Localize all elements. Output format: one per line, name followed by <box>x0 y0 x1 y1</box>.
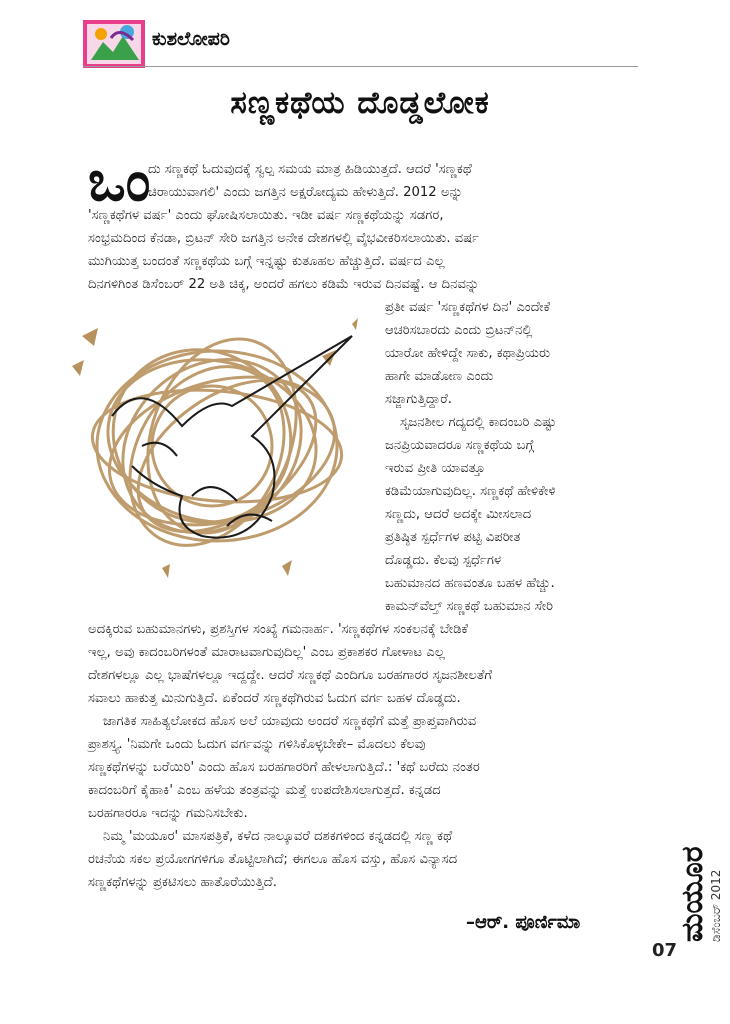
body-line: ದೇಶಗಳಲ್ಲೂ ಎಲ್ಲ ಭಾಷೆಗಳಲ್ಲೂ ಇದ್ದದ್ದೇ. ಆದರೆ ಸಣ್ಣಕಥೆ ಎಂದಿಗೂ ಬರಹಗಾರರ ಸೃಜನಶೀಲತೆಗೆ <box>88 668 493 683</box>
body-line: ಸಂಭ್ರಮದಿಂದ ಕೆನಡಾ, ಬ್ರಿಟನ್ ಸೇರಿ ಜಗತ್ತಿನ ಅನೇಕ ದೇಶಗಳಲ್ಲಿ ವೈಭವೀಕರಿಸಲಾಯಿತು. ವರ್ಷ <box>88 231 480 246</box>
body-line: ಸಜ್ಜಾಗುತ್ತಿದ್ದಾರೆ. <box>385 392 452 407</box>
body-line: ಪ್ರತೀ ವರ್ಷ 'ಸಣ್ಣಕಥೆಗಳ ದಿನ' ಎಂದೇಕೆ <box>385 300 551 315</box>
body-line: ಪ್ರತಿಷ್ಠಿತ ಸ್ಪರ್ಧೆಗಳ ಪಟ್ಟಿ ವಿಪರೀತ <box>385 530 521 545</box>
body-line: ಬಹುಮಾನದ ಹಣವಂತೂ ಬಹಳ ಹೆಚ್ಚು. <box>385 576 555 591</box>
body-line: ಸಣ್ಣದು, ಆದರೆ ಅದಕ್ಕೇ ಮೀಸಲಾದ <box>385 507 532 522</box>
body-line: ಕಾದಂಬರಿಗೆ ಕೈಹಾಕಿ' ಎಂಬ ಹಳೆಯ ತಂತ್ರವನ್ನು ಮತ್ತೆ ಉಪದೇಶಿಸಲಾಗುತ್ತದೆ. ಕನ್ನಡದ <box>88 783 441 798</box>
body-line: ನಿಮ್ಮ 'ಮಯೂರ' ಮಾಸಪತ್ರಿಕೆ, ಕಳೆದ ನಾಲ್ಕೂವರೆ ದಶಕಗಳಿಂದ ಕನ್ನಡದಲ್ಲಿ ಸಣ್ಣ ಕಥೆ <box>103 829 453 844</box>
body-line: ಸಣ್ಣಕಥೆಗಳನ್ನು ಬರೆಯಿರಿ' ಎಂದು ಹೊಸ ಬರಹಗಾರರಿಗೆ ಹೇಳಲಾಗುತ್ತಿದೆ.: 'ಕಥೆ ಬರೆದು ನಂತರ <box>88 760 480 775</box>
body-line: ಜಾಗತಿಕ ಸಾಹಿತ್ಯಲೋಕದ ಹೊಸ ಅಲೆ ಯಾವುದು ಅಂದರೆ ಸಣ್ಣಕಥೆಗೆ ಮತ್ತೆ ಪ್ರಾಪ್ತವಾಗಿರುವ <box>103 714 477 729</box>
body-line: ಯಾರೋ ಹೇಳಿದ್ದೇ ಸಾಕು, ಕಥಾಪ್ರಿಯರು <box>385 346 551 361</box>
body-line: ದು ಸಣ್ಣಕಥೆ ಓದುವುದಕ್ಕೆ ಸ್ವಲ್ಪ ಸಮಯ ಮಾತ್ರ ಹಿಡಿಯುತ್ತದೆ. ಆದರೆ 'ಸಣ್ಣಕಥೆ <box>148 162 472 177</box>
body-line: ಸಣ್ಣಕಥೆಗಳನ್ನು ಪ್ರಕಟಿಸಲು ಹಾತೊರೆಯುತ್ತಿದೆ. <box>88 875 277 890</box>
body-line: ದಿನಗಳಿಗಿಂತ ಡಿಸೆಂಬರ್ 22 ಅತಿ ಚಿಕ್ಕ, ಅಂದರೆ ಹಗಲು ಕಡಿಮೆ ಇರುವ ದಿನವಷ್ಟೆ. ಆ ದಿನವನ್ನು <box>88 277 480 292</box>
page-number: 07 <box>652 940 678 961</box>
body-line: 'ಸಣ್ಣಕಥೆಗಳ ವರ್ಷ' ಎಂದು ಘೋಷಿಸಲಾಯಿತು. ಇಡೀ ವರ್ಷ ಸಣ್ಣಕಥೆಯನ್ನು ಸಡಗರ, <box>88 208 444 223</box>
body-line: ಇರುವ ಪ್ರೀತಿ ಯಾವತ್ತೂ <box>385 461 486 476</box>
body-line: ದೊಡ್ಡದು. ಕೆಲವು ಸ್ಪರ್ಧೆಗಳ <box>385 553 502 568</box>
issue-date: ಡಿಸೆಂಬರ್ 2012 <box>709 869 723 942</box>
section-title: ಕುಶಲೋಪರಿ <box>152 28 230 50</box>
magazine-logo-image <box>83 20 145 68</box>
body-line: ರಚನೆಯ ಸಕಲ ಪ್ರಯೋಗಗಳಿಗೂ ತೊಟ್ಟಿಲಾಗಿದೆ; ಈಗಲೂ ಹೊಸ ವಸ್ತು, ಹೊಸ ವಿನ್ಯಾಸದ <box>88 852 458 867</box>
body-line: ಇಲ್ಲ, ಅವು ಕಾದಂಬರಿಗಳಂತೆ ಮಾರಾಟವಾಗುವುದಿಲ್ಲ' ಎಂಬ ಪ್ರಕಾಶಕರ ಗೋಳಾಟ ಎಲ್ಲ <box>88 645 445 660</box>
body-line: ಅದಕ್ಕಿರುವ ಬಹುಮಾನಗಳು, ಪ್ರಶಸ್ತಿಗಳ ಸಂಖ್ಯೆ ಗಮನಾರ್ಹ. 'ಸಣ್ಣಕಥೆಗಳ ಸಂಕಲನಕ್ಕೆ ಬೇಡಿಕೆ <box>88 622 468 637</box>
body-line: ಜನಪ್ರಿಯವಾದರೂ ಸಣ್ಣಕಥೆಯ ಬಗ್ಗೆ <box>385 438 535 453</box>
body-line: ಮುಗಿಯುತ್ತ ಬಂದಂತೆ ಸಣ್ಣಕಥೆಯ ಬಗ್ಗೆ ಇನ್ನಷ್ಟು ಕುತೂಹಲ ಹೆಚ್ಚುತ್ತಿದೆ. ವರ್ಷದ ಎಲ್ಲ <box>88 254 445 269</box>
body-line: ಚಿರಾಯುವಾಗಲಿ' ಎಂದು ಜಗತ್ತಿನ ಅಕ್ಷರೋದ್ಯಮ ಹೇಳುತ್ತಿದೆ. 2012 ಅನ್ನು <box>148 185 463 200</box>
body-line: ಆಚರಿಸಬಾರದು ಎಂದು ಬ್ರಿಟನ್‌ನಲ್ಲಿ <box>385 323 533 338</box>
article-title: ಸಣ್ಣಕಥೆಯ ದೊಡ್ಡಲೋಕ <box>230 85 490 121</box>
body-line: ಹಾಗೇ ಮಾಡೋಣ ಎಂದು <box>385 369 494 384</box>
scribble-illustration <box>52 296 382 596</box>
header-divider <box>83 66 638 67</box>
magazine-side-label <box>662 742 730 952</box>
magazine-name: ಮಯೂರ <box>675 846 710 942</box>
body-line: ಸವಾಲು ಹಾಕುತ್ತ ಮಿನುಗುತ್ತಿದೆ. ಏಕೆಂದರೆ ಸಣ್ಣಕಥೆಗಿರುವ ಓದುಗ ವರ್ಗ ಬಹಳ ದೊಡ್ಡದು. <box>88 691 461 706</box>
drop-cap: ಒಂ <box>88 149 151 214</box>
body-line: ಕಾಮನ್‌ವೆಲ್ತ್ ಸಣ್ಣಕಥೆ ಬಹುಮಾನ ಸೇರಿ <box>385 599 554 614</box>
body-line: ಕಡಿಮೆಯಾಗುವುದಿಲ್ಲ. ಸಣ್ಣಕಥೆ ಹೇಳಿಕೇಳಿ <box>385 484 556 499</box>
body-line: ಬರಹಗಾರರೂ ಇದನ್ನು ಗಮನಿಸಬೇಕು. <box>88 806 248 821</box>
body-line: ಸೃಜನಶೀಲ ಗದ್ಯದಲ್ಲಿ ಕಾದಂಬರಿ ಎಷ್ಟು <box>400 415 557 430</box>
body-line: ಪ್ರಾಶಸ್ತ್ಯ. 'ನಿಮಗೇ ಒಂದು ಓದುಗ ವರ್ಗವನ್ನು ಗಳಿಸಿಕೊಳ್ಳಬೇಕೇ– ಮೊದಲು ಕೆಲವು <box>88 737 426 752</box>
author-signature: –ಆರ್. ಪೂರ್ಣಿಮಾ <box>466 912 581 933</box>
